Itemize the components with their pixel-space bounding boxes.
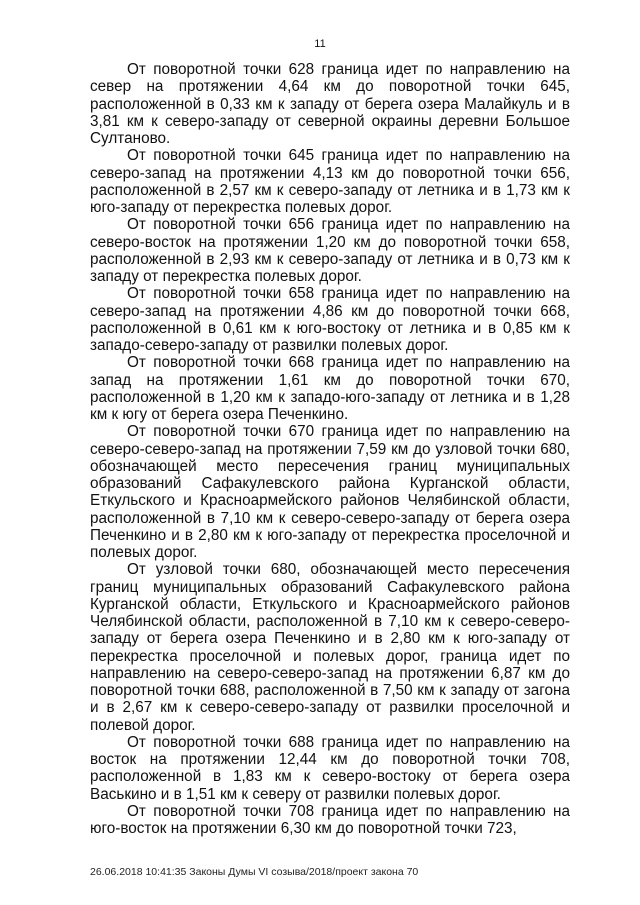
page-number: 11: [314, 38, 326, 50]
paragraph-point-656: От поворотной точки 656 граница идет по направлению на северо-восток на протяжении 1,20 км до поворотной точки 658, расположенной в 2,93 км к северо-западу от летника и в 0,73 км к западу от перекрестка полевых дорог.: [90, 216, 570, 285]
paragraph-point-668: От поворотной точки 668 граница идет по направлению на запад на протяжении 1,61 км до поворотной точки 670, расположенной в 1,20 км к западо-юго-западу от летника и в 1,28 км к югу от берега озера Печенкино.: [90, 354, 570, 423]
paragraph-point-688: От поворотной точки 688 граница идет по направлению на восток на протяжении 12,44 км до поворотной точки 708, расположенной в 1,83 км к северо-востоку от берега озера Васькино и в 1,51 км к северу от развилки полевых дорог.: [90, 733, 570, 803]
paragraph-point-670: От поворотной точки 670 граница идет по направлению на северо-северо-запад на протяжении 7,59 км до узловой точки 680, обозначающей место пересечения границ муниципальных образований Сафакулевского района Курганской области, Еткульского и Красноармейского районов Челябинской области, расположенной в 7,10 км к северо-северо-западу от берега озера Печенкино и в 2,80 км к юго-западу от перекрестка проселочной и полевых дорог.: [90, 423, 570, 561]
paragraph-point-708: От поворотной точки 708 граница идет по направлению на юго-восток на протяжении 6,30 км до поворотной точки 723,: [90, 802, 570, 837]
paragraph-point-645: От поворотной точки 645 граница идет по направлению на северо-запад на протяжении 4,13 км до поворотной точки 656, расположенной в 2,57 км к северо-западу от летника и в 1,73 км к юго-западу от перекрестка полевых дорог.: [90, 147, 570, 216]
paragraph-point-628: От поворотной точки 628 граница идет по направлению на север на протяжении 4,64 км до поворотной точки 645, расположенной в 0,33 км к западу от берега озера Малайкуль и в 3,81 км к северо-западу от северной окраины деревни Большое Султаново.: [90, 61, 570, 147]
paragraph-node-680: От узловой точки 680, обозначающей место пересечения границ муниципальных образований Сафакулевского района Курганской области, Еткульского и Красноармейского районов Челябинской области, расположенной в 7,10 км к северо-северо-западу от берега озера Печенкино и в 2,80 км к юго-западу от перекрестка проселочной и полевых дорог, граница идет по направлению на северо-северо-запад на протяжении 6,87 км до поворотной точки 688, расположенной в 7,50 км к западу от загона и в 2,67 км к северо-северо-западу от развилки проселочной и полевой дорог.: [90, 561, 570, 734]
paragraph-point-658: От поворотной точки 658 граница идет по направлению на северо-запад на протяжении 4,86 км до поворотной точки 668, расположенной в 0,61 км к юго-востоку от летника и в 0,85 км к западо-северо-западу от развилки полевых дорог.: [90, 285, 570, 354]
document-footer: 26.06.2018 10:41:35 Законы Думы VI созыва/2018/проект закона 70: [90, 866, 419, 878]
document-body: [90, 61, 570, 837]
